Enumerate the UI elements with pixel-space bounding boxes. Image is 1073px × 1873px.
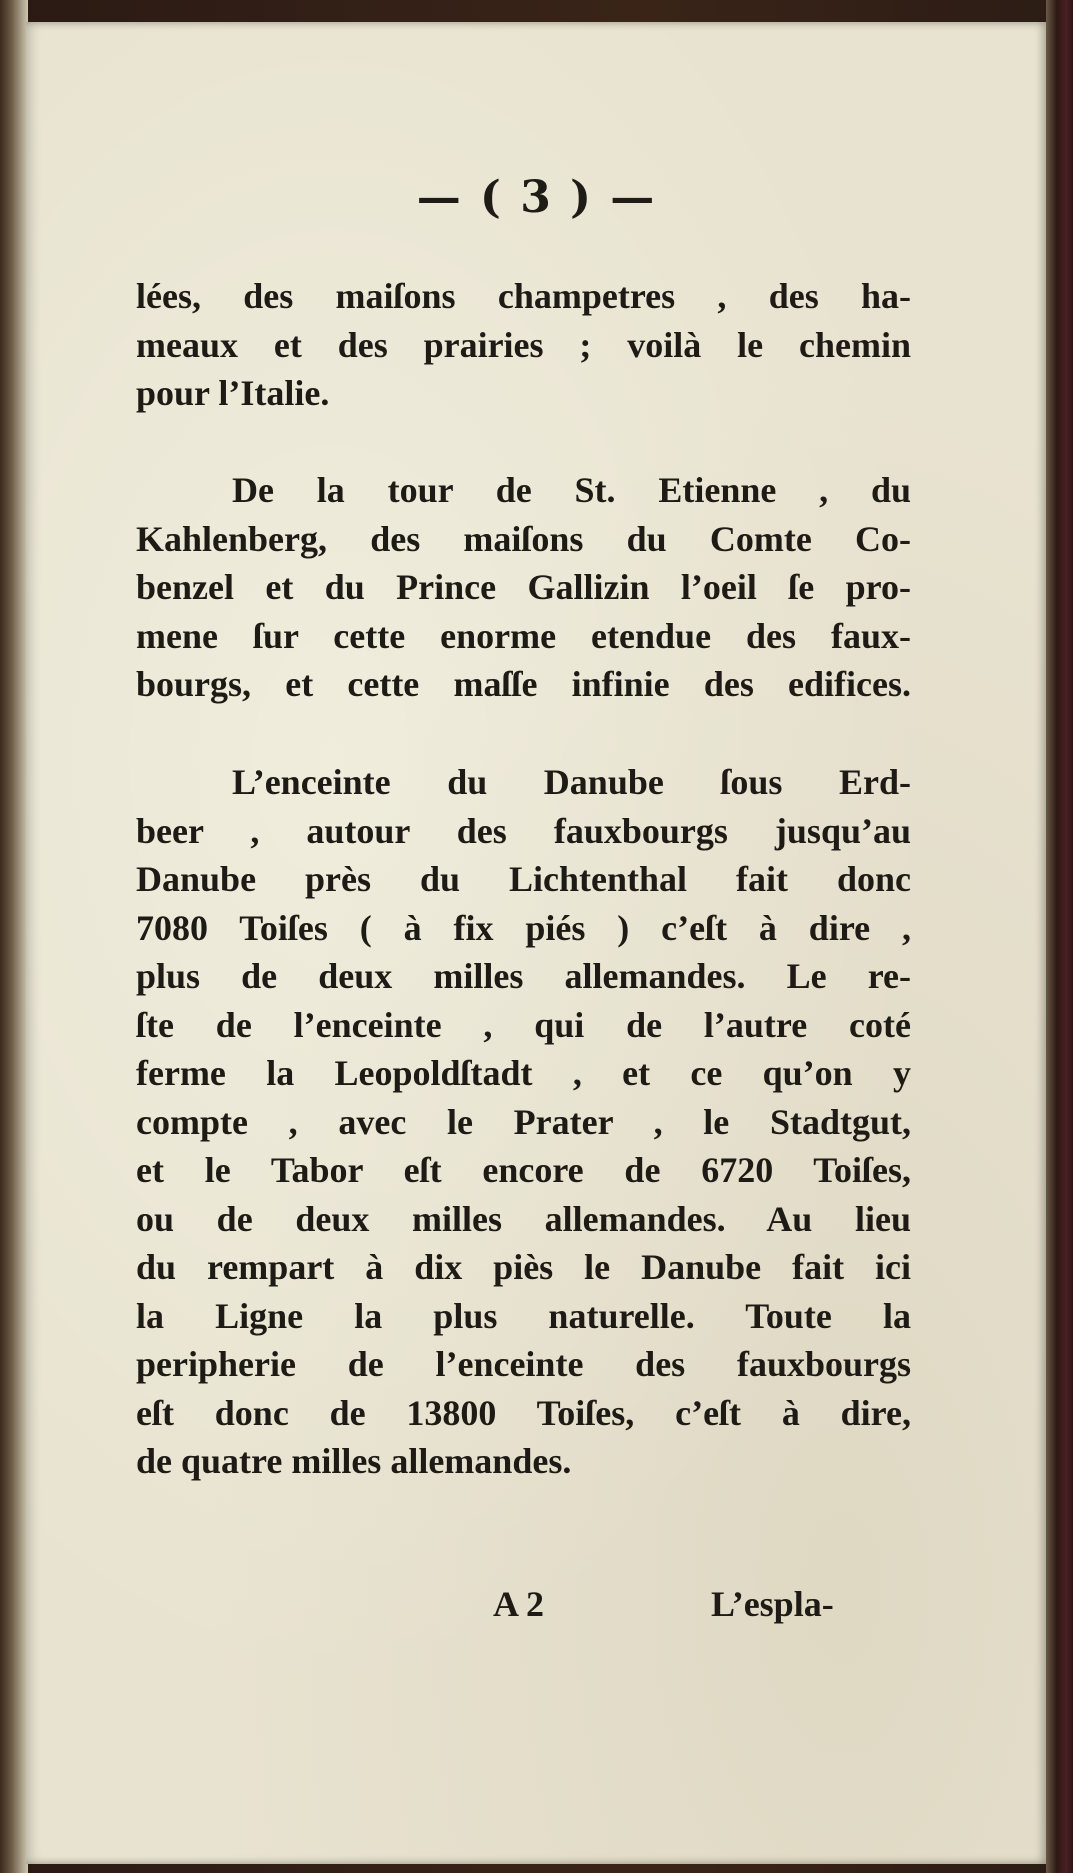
text-line: ferme la Leopoldſtadt , et ce qu’on y	[136, 1053, 911, 1093]
binding-edge-right	[1046, 0, 1073, 1873]
text-line: mene ſur cette enorme etendue des faux-	[136, 615, 911, 656]
paragraph-1	[136, 272, 911, 418]
paragraph-2	[136, 466, 911, 709]
text-line: de quatre milles allemandes.	[136, 1441, 572, 1481]
text-line: ou de deux milles allemandes. Au lieu	[136, 1198, 911, 1239]
paragraph-3	[136, 758, 911, 1486]
text-line: bourgs, et cette maſſe infinie des edifices.	[136, 664, 911, 704]
text-line: Danube près du Lichtenthal fait donc	[136, 859, 911, 899]
text-line: compte , avec le Prater , le Stadtgut,	[136, 1101, 911, 1142]
text-line: eſt donc de 13800 Toiſes, c’eſt à dire,	[136, 1392, 911, 1433]
text-line: beer , autour des fauxbourgs jusqu’au	[136, 810, 911, 851]
text-line: 7080 Toiſes ( à fix piés ) c’eſt à dire ,	[136, 907, 911, 948]
text-line: pour l’Italie.	[136, 373, 330, 413]
binding-edge-left	[0, 0, 28, 1873]
page-number: — ( 3 ) —	[416, 172, 657, 223]
catchword: L’espla-	[711, 1584, 834, 1624]
text-line: L’enceinte du Danube ſous Erd-	[232, 762, 911, 802]
text-line: lées, des maiſons champetres , des ha-	[136, 276, 911, 316]
text-line: plus de deux milles allemandes. Le re-	[136, 956, 911, 996]
text-line: benzel et du Prince Gallizin l’oeil ſe pro-	[136, 567, 911, 607]
text-line: et le Tabor eſt encore de 6720 Toiſes,	[136, 1150, 911, 1190]
text-line: meaux et des prairies ; voilà le chemin	[136, 324, 911, 365]
text-line: ſte de l’enceinte , qui de l’autre coté	[136, 1004, 911, 1045]
text-line: du rempart à dix piès le Danube fait ici	[136, 1247, 911, 1287]
text-line: De la tour de St. Etienne , du	[232, 470, 911, 510]
text-line: la Ligne la plus naturelle. Toute la	[136, 1295, 911, 1336]
signature-mark: A 2	[493, 1584, 545, 1624]
text-line: Kahlenberg, des maiſons du Comte Co-	[136, 518, 911, 559]
text-line: peripherie de l’enceinte des fauxbourgs	[136, 1344, 911, 1384]
